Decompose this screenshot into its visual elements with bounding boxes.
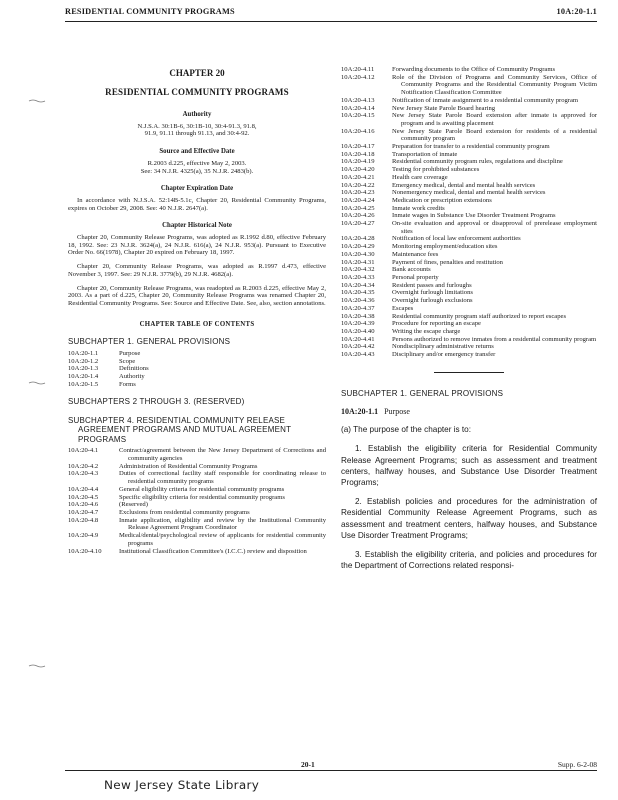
toc-entry[interactable]: 10A:20-4.10 Institutional Classification Committee's (I.C.C.) review and disposition [68,547,307,555]
toc-entry[interactable]: 10A:20-1.5 Forms [68,380,136,388]
toc-entry[interactable]: 10A:20-1.4 Authority [68,372,145,380]
history-paragraph: Chapter 20, Community Release Programs, was adopted as R.1992 d.80, effective February 18, 1992. See: 23 N.J.R. 3624(a), 24 N.J.R. 616(a), 24 N.J.R. 953(a). Pursuant to Executive Order No. 66(1978), Chapter 20 expired on February 18, 1997. [68,234,326,257]
toc-entry[interactable]: 10A:20-4.20 Testing for prohibited substances [341,166,480,174]
toc-entry[interactable]: 10A:20-4.43 Disciplinary and/or emergency transfer [341,351,496,359]
toc-entry[interactable]: 10A:20-1.2 Scope [68,357,136,365]
toc-entry[interactable]: 10A:20-4.14 New Jersey State Parole Board hearing [341,104,496,112]
toc-entry[interactable]: 10A:20-4.39 Procedure for reporting an escape [341,320,481,328]
expiration-paragraph: In accordance with N.J.S.A. 52:14B-5.1c, Chapter 20, Residential Community Programs, expires on October 29, 2008. See: 40 N.J.R. 2647(a). [68,196,326,212]
supplement-date: Supp. 6-2-08 [557,760,597,769]
authority-line: N.J.S.A. 30:1B-6, 30:1B-10, 30:4-91.3, 91.8, [137,122,257,130]
toc-entry[interactable]: 10A:20-4.8 Inmate application, eligibility and review by the Institutional Community Release Agreement Program Coordinator [68,516,326,532]
toc-entry[interactable]: 10A:20-4.28 Notification of local law enforcement authorities [341,235,521,243]
header-section-number: 10A:20-1.1 [556,7,597,16]
section-divider [434,372,504,373]
subchapter-1-heading: SUBCHAPTER 1. GENERAL PROVISIONS [341,388,504,398]
toc-entry[interactable]: 10A:20-4.27 On-site evaluation and approval or disapproval of prerelease employment sites [341,220,597,235]
toc-entry[interactable]: 10A:20-4.13 Notification of inmate assignment to a residential community program [341,96,579,104]
toc-entry[interactable]: 10A:20-4.4 General eligibility criteria for residential community programs [68,485,285,493]
body-paragraph: 1. Establish the eligibility criteria for Residential Community Release Agreement Programs; such as assessment and treatment centers, halfway houses, and Substance Use Disorder Treatment Programs; [341,444,597,487]
toc-entry[interactable]: 10A:20-4.32 Bank accounts [341,266,431,274]
left-column [68,68,326,555]
toc-entry[interactable]: 10A:20-4.6 (Reserved) [68,501,148,509]
header-chapter-title: RESIDENTIAL COMMUNITY PROGRAMS [65,7,235,16]
toc-entry[interactable]: 10A:20-4.18 Transportation of inmate [341,150,458,158]
toc-entry[interactable]: 10A:20-4.17 Preparation for transfer to a residential community program [341,143,550,151]
toc-entry[interactable]: 10A:20-4.26 Inmate wages in Substance Use Disorder Treatment Programs [341,212,556,220]
body-paragraph: (a) The purpose of the chapter is to: [341,425,472,435]
toc-heading: CHAPTER TABLE OF CONTENTS [139,320,255,328]
toc-entry[interactable]: 10A:20-4.23 Nonemergency medical, dental and mental health services [341,189,546,197]
toc-entry[interactable]: 10A:20-4.12 Role of the Division of Programs and Community Services, Office of Community Programs and the Residential Community Program Victim Notification Classification Committee [341,73,597,97]
toc-entry[interactable]: 10A:20-1.3 Definitions [68,365,149,373]
toc-entry[interactable]: 10A:20-4.33 Personal property [341,273,439,281]
toc-entry[interactable]: 10A:20-1.1 Purpose [68,349,141,357]
toc-entry[interactable]: 10A:20-4.9 Medical/dental/psychological review of applicants for residential community programs [68,532,326,547]
toc-entry[interactable]: 10A:20-4.5 Specific eligibility criteria for residential community programs [68,493,285,501]
toc-entry[interactable]: 10A:20-4.2 Administration of Residential Community Programs [68,462,258,470]
toc-entry[interactable]: 10A:20-4.16 New Jersey State Parole Board extension for residents of a residential community program [341,127,597,143]
toc-entry[interactable]: 10A:20-4.24 Medication or prescription extensions [341,196,492,204]
section-body [341,424,597,571]
section-title: Purpose [384,407,410,417]
toc-entry[interactable]: 10A:20-4.3 Duties of correctional facility staff responsible for coordinating release to residential community programs [68,470,326,486]
margin-mark [28,663,46,669]
toc-entry[interactable]: 10A:20-4.29 Monitoring employment/education sites [341,243,498,251]
header-rule [65,21,597,22]
section-heading [341,408,597,416]
library-stamp: New Jersey State Library [104,778,260,792]
toc-entry[interactable]: 10A:20-4.21 Health care coverage [341,173,448,181]
margin-mark [28,380,46,386]
authority-line: 91.9, 91.11 through 91.13, and 30:4-92. [144,130,250,138]
section-number: 10A:20-1.1 [341,407,379,417]
chapter-number: CHAPTER 20 [169,68,225,78]
toc-entry[interactable]: 10A:20-4.25 Inmate work credits [341,204,445,212]
toc-entry[interactable]: 10A:20-4.40 Writing the escape charge [341,327,461,335]
toc-entry[interactable]: 10A:20-4.15 New Jersey State Parole Board extension after inmate is approved for program and is awaiting placement [341,112,597,127]
chapter-title: RESIDENTIAL COMMUNITY PROGRAMS [105,87,289,97]
authority-heading: Authority [182,111,212,118]
toc-entry[interactable]: 10A:20-4.11 Forwarding documents to the Office of Community Programs [341,66,556,73]
toc-continued [341,66,597,359]
source-line: See: 34 N.J.R. 4325(a), 35 N.J.R. 2483(b). [140,167,254,175]
toc-entry[interactable]: 10A:20-4.22 Emergency medical, dental and mental health services [341,181,536,189]
body-paragraph: 2. Establish policies and procedures for the administration of Residential Community Release Agreement Programs, such as assessment and treatment centers, halfway houses, and Substance Use Disorder Treatment Programs; [341,497,597,540]
right-column [341,66,597,579]
toc-entry[interactable]: 10A:20-4.41 Persons authorized to remove inmates from a residential community program [341,335,597,343]
source-line: R.2003 d.225, effective May 2, 2003. [147,159,247,167]
toc-entry[interactable]: 10A:20-4.7 Exclusions from residential community programs [68,509,250,516]
history-paragraph: Chapter 20, Community Release Programs, was adopted as R.1997 d.473, effective November 3, 1997. See: 29 N.J.R. 3779(b), 29 N.J.R. 4682(a). [68,263,326,278]
toc-entry[interactable]: 10A:20-4.42 Nondisciplinary administrative returns [341,343,494,351]
body-paragraph: 3. Establish the eligibility criteria, and policies and procedures for the Department of Corrections related responsi- [341,549,597,571]
history-paragraph: Chapter 20, Community Release Programs, was readopted as R.2003 d.225, effective May 2, 2003. As a part of d.225, Chapter 20, Community Release Programs was renamed Chapter 20, Residential Community Programs. See: Source and Effective Date. See, also, section annotations. [68,284,326,307]
running-header [65,7,597,19]
subchapter-1-heading: SUBCHAPTER 1. GENERAL PROVISIONS [68,337,231,347]
subchapter-2-3-heading: SUBCHAPTERS 2 THROUGH 3. (RESERVED) [68,397,245,407]
toc-entry[interactable]: 10A:20-4.31 Payment of fines, penalties and restitution [341,258,503,266]
toc-entry[interactable]: 10A:20-4.35 Overnight furlough limitations [341,289,473,297]
toc-entry[interactable]: 10A:20-4.37 Escapes [341,304,414,312]
toc-entry[interactable]: 10A:20-4.30 Maintenance fees [341,250,439,258]
toc-entry[interactable]: 10A:20-4.1 Contract/agreement between the New Jersey Department of Corrections and community agencies [68,447,326,463]
toc-entry[interactable]: 10A:20-4.19 Residential community program rules, regulations and discipline [341,158,563,166]
source-heading: Source and Effective Date [159,148,235,156]
subchapter-4-heading: SUBCHAPTER 4. RESIDENTIAL COMMUNITY RELEASE AGREEMENT PROGRAMS AND MUTUAL AGREEMENT PROGRAMS [68,415,292,444]
history-heading: Chapter Historical Note [162,222,232,230]
toc-entry[interactable]: 10A:20-4.36 Overnight furlough exclusions [341,297,473,305]
toc-entry[interactable]: 10A:20-4.38 Residential community program staff authorized to report escapes [341,312,567,320]
expiration-heading: Chapter Expiration Date [160,185,234,193]
margin-mark [28,98,46,104]
toc-entry[interactable]: 10A:20-4.34 Resident passes and furloughs [341,281,472,289]
footer-rule [65,770,597,771]
page-number: 20-1 [301,760,315,769]
